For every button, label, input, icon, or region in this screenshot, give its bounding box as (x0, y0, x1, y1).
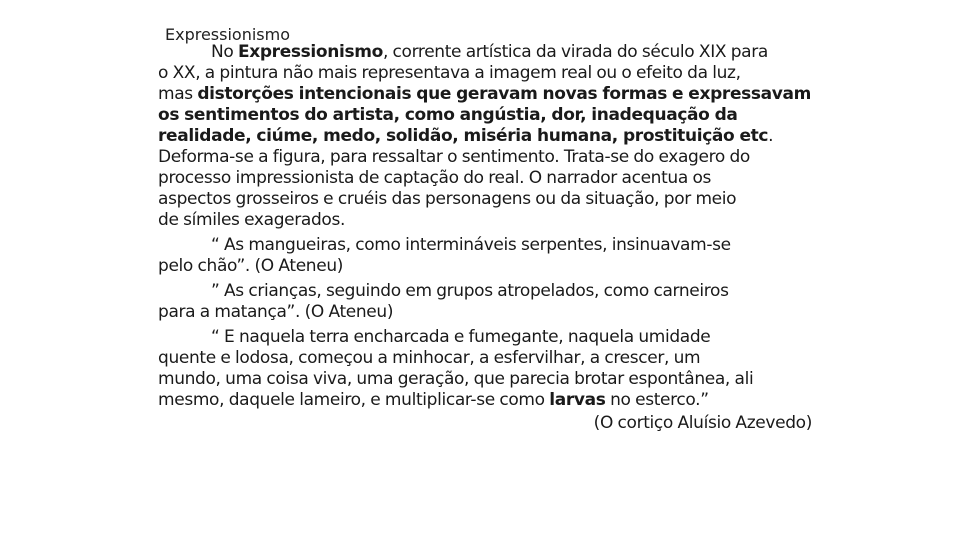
text-run: mesmo, daquele lameiro, e multiplicar-se como (158, 390, 550, 410)
text-run: mas (158, 84, 198, 104)
text-run: “ E naquela terra encharcada e fumegante, naquela umidade (211, 327, 711, 347)
quote2-line-1: ” As crianças, seguindo em grupos atropelados, como carneiros (211, 281, 729, 301)
intro-line-5 (158, 126, 818, 147)
quote3-line-4 (158, 390, 818, 411)
quote1-line-1: “ As mangueiras, como intermináveis serpentes, insinuavam-se (211, 235, 731, 255)
text-run: No (211, 42, 238, 62)
intro-line-9 (158, 210, 818, 231)
bold-run: realidade, ciúme, medo, solidão, miséria humana, prostituição etc (158, 126, 769, 146)
quote3-line-2 (158, 348, 818, 369)
text-run: , corrente artística da virada do século XIX para (382, 42, 768, 62)
text-run: o XX, a pintura não mais representava a imagem real ou o efeito da luz, (158, 63, 741, 83)
text-run: mundo, uma coisa viva, uma geração, que parecia brotar espontânea, ali (158, 369, 754, 389)
quote3-line-1 (158, 327, 818, 348)
intro-line-2 (158, 63, 818, 84)
intro-line-8 (158, 189, 818, 210)
intro-line-6 (158, 147, 818, 168)
quote2-line-2: para a matança”. (O Ateneu) (158, 302, 394, 322)
text-run: de símiles exagerados. (158, 210, 346, 230)
text-run: aspectos grosseiros e cruéis das personagens ou da situação, por meio (158, 189, 737, 209)
bold-run: distorções intencionais que geravam novas formas e expressavam (197, 84, 811, 104)
quote1-line-2: pelo chão”. (O Ateneu) (158, 256, 344, 276)
intro-line-7 (158, 168, 818, 189)
body-text (158, 42, 818, 434)
quote3-line-3 (158, 369, 818, 390)
text-run: processo impressionista de captação do real. O narrador acentua os (158, 168, 712, 188)
text-run: quente e lodosa, começou a minhocar, a esfervilhar, a crescer, um (158, 348, 701, 368)
text-run: no esterco.” (605, 390, 709, 410)
slide-title: Expressionismo (165, 25, 291, 44)
text-run: . (768, 126, 774, 146)
intro-line-3 (158, 84, 818, 105)
intro-line-4 (158, 105, 818, 126)
text-run: Deforma-se a figura, para ressaltar o sentimento. Trata-se do exagero do (158, 147, 750, 167)
attribution: (O cortiço Aluísio Azevedo) (593, 413, 812, 433)
intro-line-1 (158, 42, 818, 63)
bold-run: os sentimentos do artista, como angústia, dor, inadequação da (158, 105, 738, 125)
bold-run: larvas (549, 390, 606, 410)
bold-run: Expressionismo (237, 42, 383, 62)
